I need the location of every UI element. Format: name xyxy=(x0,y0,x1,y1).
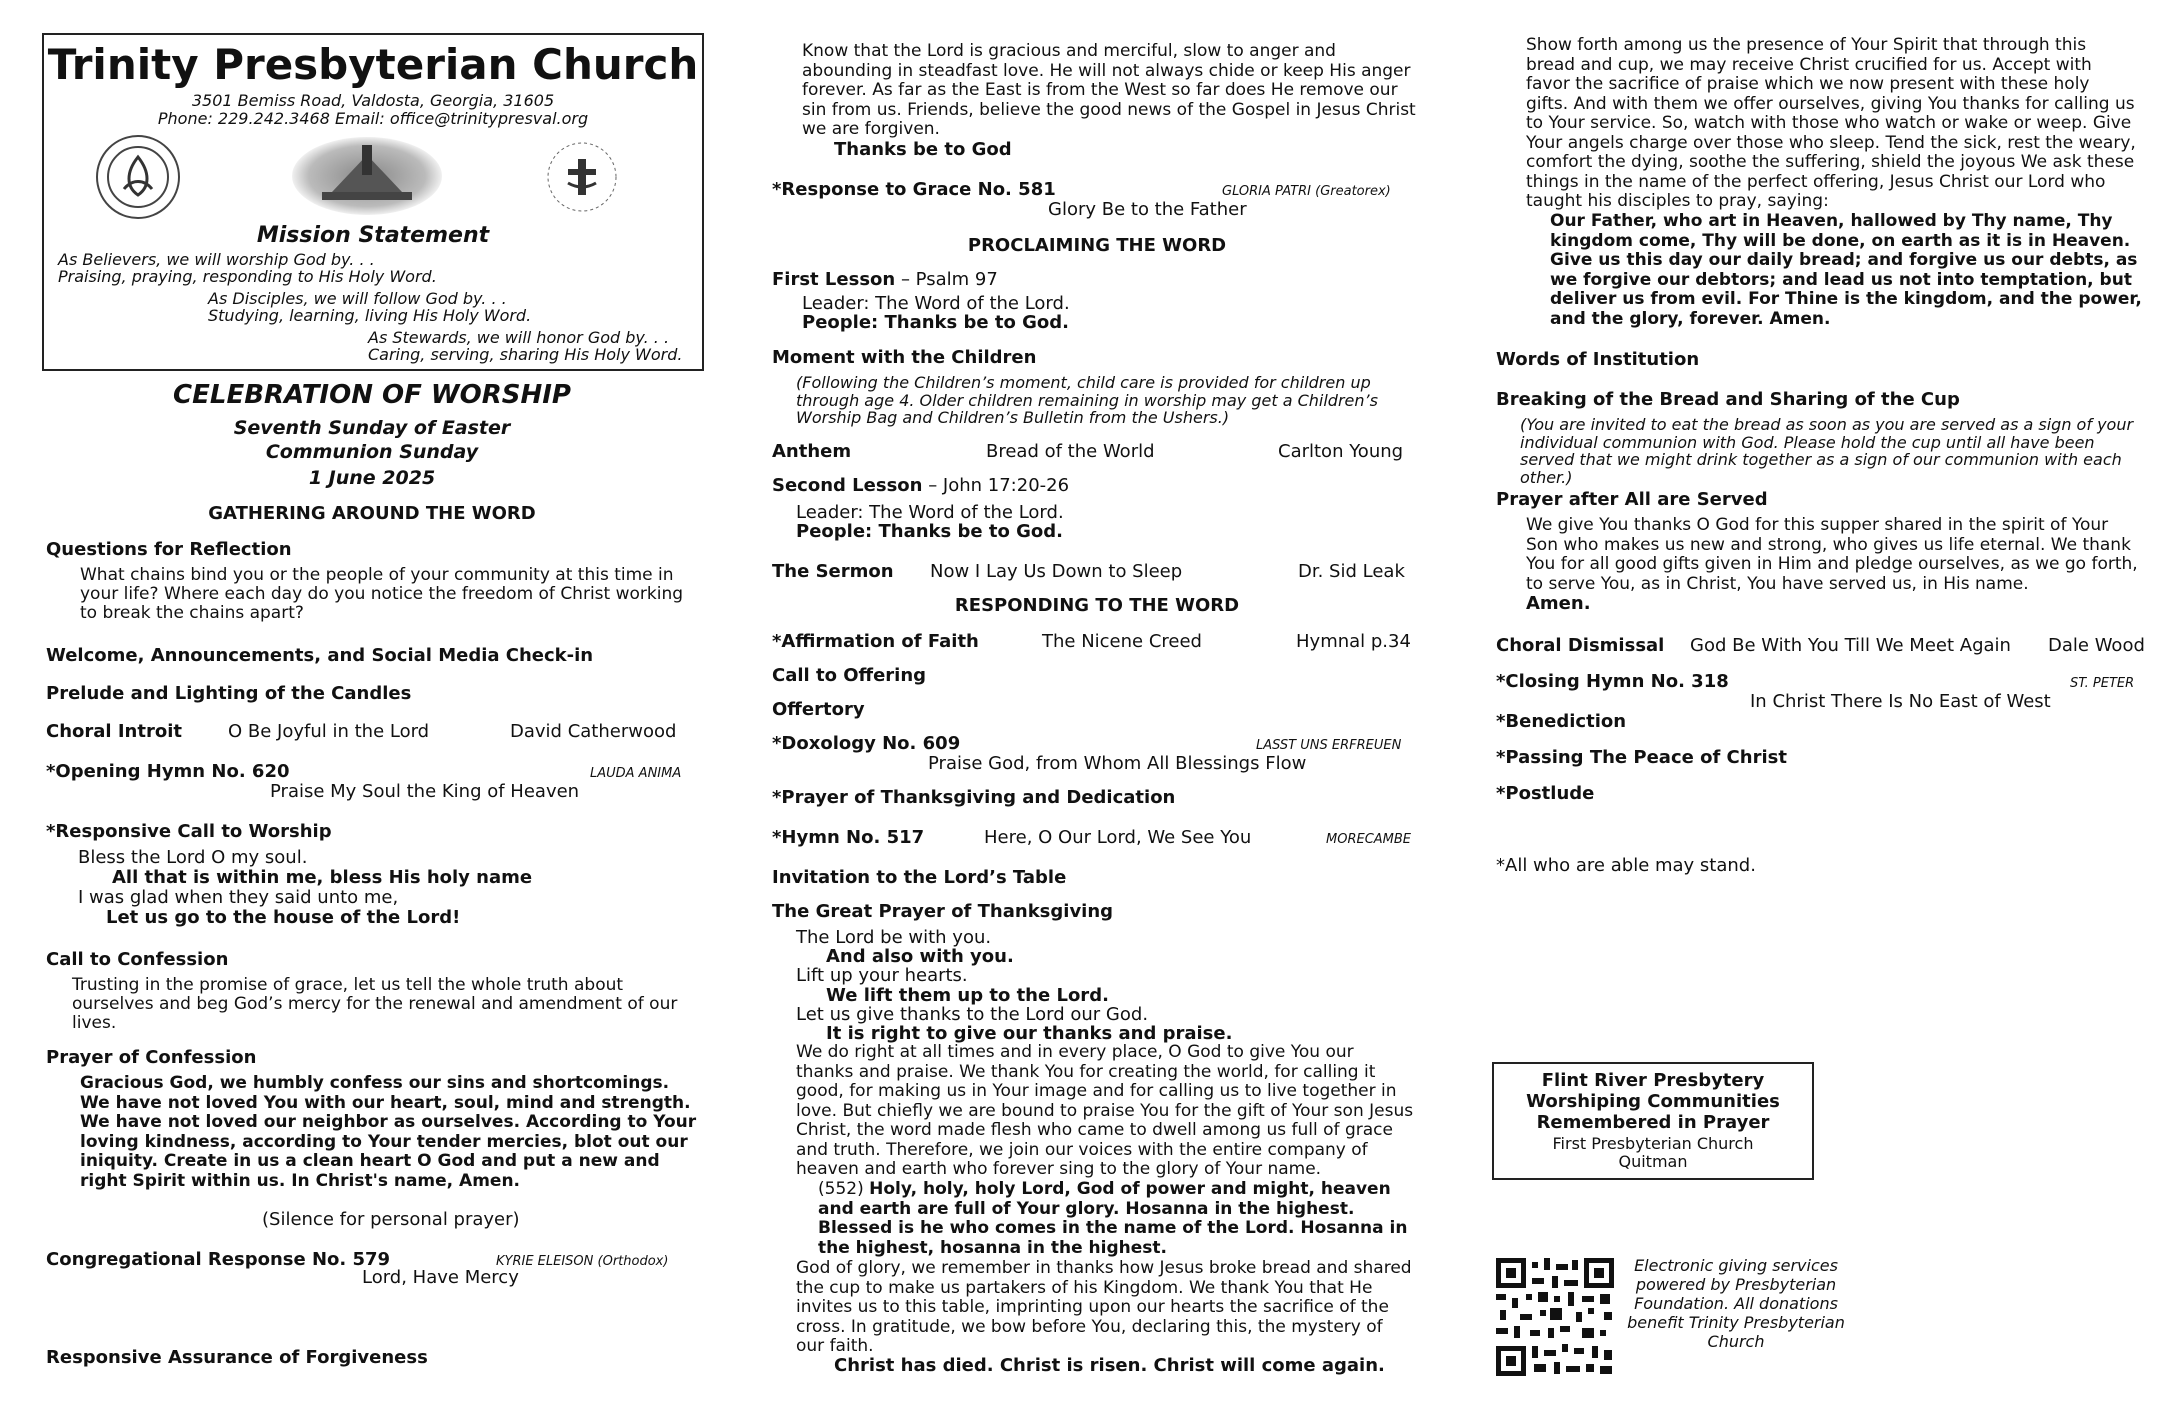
postlude-item: *Postlude xyxy=(1496,783,1595,804)
doxology-heading: *Doxology No. 609 xyxy=(772,733,961,754)
pcusa-seal-icon xyxy=(544,139,620,215)
mission-line: Praising, praying, responding to His Holy Word. xyxy=(58,267,437,286)
mission-title: Mission Statement xyxy=(256,223,490,248)
call-to-confession-heading: Call to Confession xyxy=(46,949,229,970)
response-579-tune: KYRIE ELEISON (Orthodox) xyxy=(496,1254,669,1269)
sanctus-number: (552) xyxy=(818,1179,870,1199)
prayer-box-church: First Presbyterian Church xyxy=(1552,1134,1754,1153)
choral-dismissal-title: God Be With You Till We Meet Again xyxy=(1690,635,2011,656)
affirmation-title: The Nicene Creed xyxy=(1042,631,1202,652)
sanctus-text: Holy, holy, holy Lord, God of power and might, heaven and earth are full of Your glory. Hosanna in the highest. Blessed is he who comes in the name of the Lord. Hosanna in the highest, hosanna in the highest. xyxy=(818,1179,1408,1258)
great-prayer-line: Lift up your hearts. xyxy=(796,965,968,986)
sermon-preacher: Dr. Sid Leak xyxy=(1298,561,1405,582)
prayer-after-amen: Amen. xyxy=(1526,593,1591,614)
section-gathering: GATHERING AROUND THE WORD xyxy=(208,503,536,524)
prayer-box-title: Flint River Presbytery xyxy=(1541,1070,1765,1091)
doxology-title: Praise God, from Whom All Blessings Flow xyxy=(928,753,1307,774)
hymn-517-tune: MORECAMBE xyxy=(1326,832,1412,847)
hymn-517-title: Here, O Our Lord, We See You xyxy=(984,827,1252,848)
people-line: People: Thanks be to God. xyxy=(802,312,1069,333)
questions-heading: Questions for Reflection xyxy=(46,539,292,560)
closing-hymn-tune: ST. PETER xyxy=(2070,676,2135,691)
standing-note: *All who are able may stand. xyxy=(1496,855,1756,876)
opening-hymn-title: Praise My Soul the King of Heaven xyxy=(270,781,580,802)
breaking-of-bread-heading: Breaking of the Bread and Sharing of the Cup xyxy=(1496,389,1960,410)
invitation-item: Invitation to the Lord’s Table xyxy=(772,867,1067,888)
prayer-of-confession-text: Gracious God, we humbly confess our sins and shortcomings. We have not loved You with our heart, soul, mind and strength. We have not loved our neighbor as ourselves. According to Your loving kindness, according to Your tender mercies, blot out our iniquity. Create in us a clean heart O God and put a new and right Spirit within us. In Christ's name, Amen. xyxy=(80,1073,697,1191)
opening-hymn-heading: *Opening Hymn No. 620 xyxy=(46,761,290,782)
second-lesson-reference: – John 17:20-26 xyxy=(922,475,1070,496)
prayer-thanksgiving-dedication-item: *Prayer of Thanksgiving and Dedication xyxy=(772,787,1176,808)
church-address: 3501 Bemiss Road, Valdosta, Georgia, 31605 xyxy=(191,91,555,110)
silence-note: (Silence for personal prayer) xyxy=(262,1209,520,1230)
communion-prayer-text: Show forth among us the presence of Your Spirit that through this bread and cup, we may receive Christ crucified for us. Accept with favor the sacrifice of praise which we now present with these holy gifts. And with them we offer ourselves, giving You thanks for calling us to Your service. So, watch with those who watch or wake or weep. Give Your angels charge over those who sleep. Tend the sick, rest the weary, comfort the dying, soothe the suffering, shield the joyous We ask these things in the name of the perfect offering, Jesus Christ our Lord who taught his disciples to pray, saying: xyxy=(1526,35,2136,211)
assurance-text: Know that the Lord is gracious and merciful, slow to anger and abounding in steadfast love. He will not always chide or keep His anger forever. As far as the East is from the West so far does He remove our sin from us. Friends, believe the good news of the Gospel in Jesus Christ we are forgiven. xyxy=(802,41,1416,139)
introit-title: O Be Joyful in the Lord xyxy=(228,721,430,742)
call-line: I was glad when they said unto me, xyxy=(78,887,399,908)
opening-hymn-tune: LAUDA ANIMA xyxy=(590,766,682,781)
mission-line: As Disciples, we will follow God by. . . xyxy=(208,289,507,308)
welcome-item: Welcome, Announcements, and Social Media Check-in xyxy=(46,645,594,666)
second-lesson-heading: Second Lesson xyxy=(772,475,923,496)
prayer-box-title: Worshiping Communities xyxy=(1526,1091,1780,1112)
worship-title: CELEBRATION OF WORSHIP xyxy=(173,380,571,410)
leader-line: Leader: The Word of the Lord. xyxy=(796,502,1064,523)
sermon-title: Now I Lay Us Down to Sleep xyxy=(930,561,1183,582)
prayer-of-confession-heading: Prayer of Confession xyxy=(46,1047,257,1068)
questions-text: What chains bind you or the people of your community at this time in your life? Where each day do you notice the freedom of Christ working to break the chains apart? xyxy=(80,565,684,623)
introit-heading: Choral Introit xyxy=(46,721,182,742)
section-responding: RESPONDING TO THE WORD xyxy=(954,595,1240,616)
breaking-of-bread-note: (You are invited to eat the bread as soon as you are served as a sign of your individual communion with God. Please hold the cup until all have been served that we might drink together as a sign of our communion with each other.) xyxy=(1520,415,2134,487)
worship-date: 1 June 2025 xyxy=(308,467,436,489)
call-line: Let us go to the house of the Lord! xyxy=(106,907,461,928)
lords-prayer-text: Our Father, who art in Heaven, hallowed by Thy name, Thy kingdom come, Thy will be done, on earth as it is in Heaven. Give us this day our daily bread; and forgive us our debts, as we forgive our debtors; and lead us not into temptation, but deliver us from evil. For Thine is the kingdom, and the power, and the glory, forever. Amen. xyxy=(1550,211,2142,329)
response-581-heading: *Response to Grace No. 581 xyxy=(772,179,1056,200)
call-to-confession-text: Trusting in the promise of grace, let us tell the whole truth about ourselves and beg God’s mercy for the renewal and amendment of our lives. xyxy=(72,975,678,1033)
response-579-heading: Congregational Response No. 579 xyxy=(46,1249,391,1270)
great-prayer-line: And also with you. xyxy=(826,946,1014,967)
great-prayer-text: God of glory, we remember in thanks how Jesus broke bread and shared the cup to make us partakers of his Kingdom. We thank You that He invites us to this table, imprinting upon our hearts the sacrifice of the cross. In gratitude, we bow before You, declaring this, the mystery of our faith. xyxy=(796,1258,1412,1356)
anthem-title: Bread of the World xyxy=(986,441,1155,462)
children-heading: Moment with the Children xyxy=(772,347,1037,368)
response-579-title: Lord, Have Mercy xyxy=(362,1267,519,1288)
choral-dismissal-heading: Choral Dismissal xyxy=(1496,635,1665,656)
mission-line: Caring, serving, sharing His Holy Word. xyxy=(368,345,683,364)
sermon-heading: The Sermon xyxy=(772,561,894,582)
church-header-box xyxy=(42,33,704,371)
prelude-item: Prelude and Lighting of the Candles xyxy=(46,683,412,704)
closing-hymn-heading: *Closing Hymn No. 318 xyxy=(1496,671,1729,692)
call-to-worship-heading: *Responsive Call to Worship xyxy=(46,821,332,842)
prayer-after-text: We give You thanks O God for this supper shared in the spirit of Your Son who makes us new and strong, who gives us life eternal. We thank You for all good gifts given in Him and pledge ourselves, as we go forth, to serve You, as in Christ, You have served us, in His name. xyxy=(1526,515,2138,594)
thanks-response: Thanks be to God xyxy=(834,139,1012,160)
church-building-icon xyxy=(292,137,442,215)
assurance-heading: Responsive Assurance of Forgiveness xyxy=(46,1347,428,1368)
section-proclaiming: PROCLAIMING THE WORD xyxy=(967,235,1227,256)
call-line: Bless the Lord O my soul. xyxy=(78,847,308,868)
church-contact: Phone: 229.242.3468 Email: office@trinitypresval.org xyxy=(157,109,589,128)
anthem-composer: Carlton Young xyxy=(1278,441,1404,462)
choral-dismissal-composer: Dale Wood xyxy=(2048,635,2145,656)
offertory-item: Offertory xyxy=(772,699,865,720)
worship-subtitle: Seventh Sunday of Easter xyxy=(233,417,511,439)
memorial-acclamation: Christ has died. Christ is risen. Christ will come again. xyxy=(834,1355,1385,1376)
mission-line: As Believers, we will worship God by. . . xyxy=(58,250,375,269)
great-prayer-line: We lift them up to the Lord. xyxy=(826,985,1109,1006)
mission-line: As Stewards, we will honor God by. . . xyxy=(368,328,670,347)
people-line: People: Thanks be to God. xyxy=(796,521,1063,542)
call-line: All that is within me, bless His holy name xyxy=(112,867,533,888)
great-prayer-heading: The Great Prayer of Thanksgiving xyxy=(772,901,1114,922)
great-prayer-line: It is right to give our thanks and praise. xyxy=(826,1023,1233,1044)
introit-composer: David Catherwood xyxy=(510,721,677,742)
children-note: (Following the Children’s moment, child care is provided for children up through age 4. Older children remaining in worship may get a Children’s Worship Bag and Children’s Bulletin from the Ushers.) xyxy=(796,373,1378,427)
worship-subtitle: Communion Sunday xyxy=(265,441,479,463)
benediction-item: *Benediction xyxy=(1496,711,1627,732)
passing-peace-item: *Passing The Peace of Christ xyxy=(1496,747,1787,768)
doxology-tune: LASST UNS ERFREUEN xyxy=(1256,738,1402,753)
church-name: Trinity Presbyterian Church xyxy=(47,40,699,89)
anthem-heading: Anthem xyxy=(772,441,852,462)
great-prayer-line: Let us give thanks to the Lord our God. xyxy=(796,1004,1149,1025)
affirmation-source: Hymnal p.34 xyxy=(1296,631,1411,652)
words-of-institution-item: Words of Institution xyxy=(1496,349,1700,370)
prayer-box xyxy=(1492,1062,1814,1180)
prayer-after-heading: Prayer after All are Served xyxy=(1496,489,1768,510)
hymn-517-heading: *Hymn No. 517 xyxy=(772,827,925,848)
great-prayer-text: We do right at all times and in every place, O God to give You our thanks and praise. We thank You for creating the world, for calling it good, for making us in Your image and for calling us to live together in love. But chiefly we are bound to praise You for the gift of Your son Jesus Christ, the word made flesh who came to dwell among us full of grace and truth. Therefore, we join our voices with the entire company of heaven and earth who forever sing to the glory of Your name. xyxy=(796,1042,1414,1179)
qr-code-icon[interactable] xyxy=(1496,1258,1614,1376)
response-581-tune: GLORIA PATRI (Greatorex) xyxy=(1222,184,1391,199)
closing-hymn-title: In Christ There Is No East of West xyxy=(1750,691,2051,712)
first-lesson-reference: – Psalm 97 xyxy=(895,269,998,290)
affirmation-heading: *Affirmation of Faith xyxy=(772,631,979,652)
first-lesson-heading: First Lesson xyxy=(772,269,896,290)
electronic-giving-note: Electronic giving services powered by Presbyterian Foundation. All donations benefit Trinity Presbyterian Church xyxy=(1627,1256,1845,1351)
trinity-seal-icon xyxy=(96,135,180,219)
response-581-title: Glory Be to the Father xyxy=(1048,199,1247,220)
great-prayer-line: The Lord be with you. xyxy=(796,927,992,948)
leader-line: Leader: The Word of the Lord. xyxy=(802,293,1070,314)
prayer-box-city: Quitman xyxy=(1618,1152,1688,1171)
call-to-offering-item: Call to Offering xyxy=(772,665,927,686)
mission-line: Studying, learning, living His Holy Word. xyxy=(208,306,532,325)
prayer-box-title: Remembered in Prayer xyxy=(1536,1112,1770,1133)
